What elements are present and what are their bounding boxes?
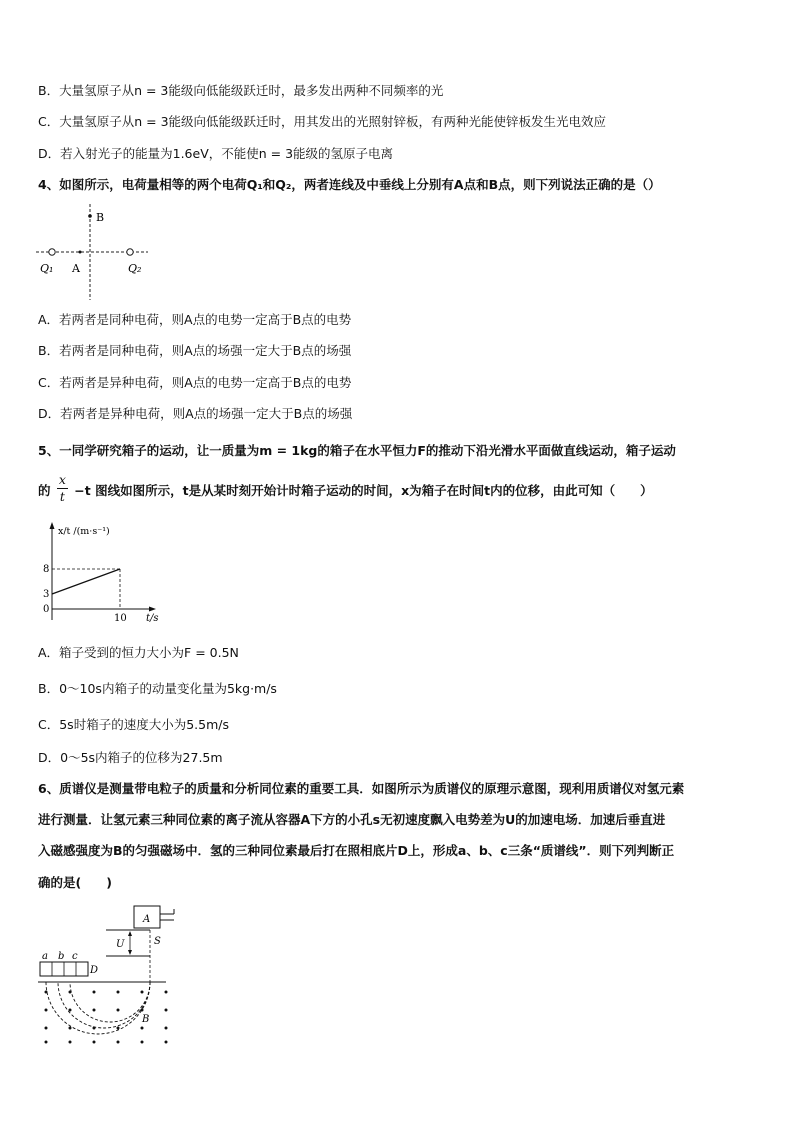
label-u: U — [116, 939, 125, 950]
label-q1: Q₁ — [40, 262, 54, 275]
y-axis-label: x/t /(m·s⁻¹) — [58, 526, 110, 537]
field-dot — [165, 1009, 168, 1012]
field-dot — [117, 1009, 120, 1012]
field-dot — [93, 1041, 96, 1044]
question-5-stem-line1: 5、一同学研究箱子的运动，让一质量为m = 1kg的箱子在水平恒力F的推动下沿光滑水平面做直线运动，箱子运动 — [38, 443, 676, 458]
field-dot — [165, 1041, 168, 1044]
voltage-arrow-up — [128, 931, 132, 936]
field-dot — [117, 1027, 120, 1030]
field-dot — [165, 1027, 168, 1030]
field-dot — [69, 1041, 72, 1044]
label-line-c: c — [72, 951, 78, 962]
point-b — [88, 214, 92, 218]
label-s: S — [154, 936, 161, 947]
question-6-line4: 确的是( ) — [38, 875, 112, 890]
tick-label-8: 8 — [43, 564, 50, 575]
question-6-line1: 6、质谱仪是测量带电粒子的质量和分析同位素的重要工具．如图所示为质谱仪的原理示意图，现利用质谱仪对氢元素 — [38, 781, 685, 796]
field-dot — [45, 1041, 48, 1044]
field-dot — [45, 1027, 48, 1030]
field-dot — [141, 1041, 144, 1044]
label-container-a: A — [143, 914, 151, 925]
x-axis-label: t/s — [146, 613, 159, 624]
label-b: B — [96, 211, 105, 224]
mass-spectrometer-figure — [36, 898, 186, 1046]
question-5-option-b: B．0～10s内箱子的动量变化量为5kg·m/s — [38, 681, 277, 696]
voltage-arrow-down — [128, 950, 132, 955]
stem-suffix: −t 图线如图所示，t是从某时刻开始计时箱子运动的时间，x为箱子在时间t内的位移，由此可知（ ） — [74, 483, 653, 498]
question-5-stem-line2 — [38, 472, 653, 512]
tick-label-0: 0 — [43, 604, 50, 615]
field-dot — [93, 991, 96, 994]
option-c-prev: C．大量氢原子从n = 3能级向低能级跃迁时，用其发出的光照射锌板，有两种光能使锌板发生光电效应 — [38, 114, 607, 129]
field-dot — [69, 991, 72, 994]
charges-figure — [36, 204, 156, 302]
label-field-b: B — [142, 1014, 150, 1025]
container-inlet — [160, 909, 174, 920]
trajectory-a — [46, 982, 150, 1034]
x-axis-arrow — [149, 607, 156, 612]
label-a: A — [72, 262, 80, 275]
field-dot — [93, 1027, 96, 1030]
y-axis-arrow — [50, 522, 55, 529]
charge-q2 — [127, 249, 133, 255]
question-4-option-a: A．若两者是同种电荷，则A点的电势一定高于B点的电势 — [38, 312, 352, 327]
question-4-option-c: C．若两者是异种电荷，则A点的电势一定高于B点的电势 — [38, 375, 352, 390]
question-5-option-c: C．5s时箱子的速度大小为5.5m/s — [38, 717, 229, 732]
field-dot — [165, 991, 168, 994]
field-dot — [45, 991, 48, 994]
question-6-line3: 入磁感强度为B的匀强磁场中．氢的三种同位素最后打在照相底片D上，形成a、b、c三条“质谱线”．则下列判断正 — [38, 843, 675, 858]
field-dot — [141, 1009, 144, 1012]
tick-label-10: 10 — [114, 613, 127, 624]
question-5-option-d: D．0～5s内箱子的位移为27.5m — [38, 750, 223, 765]
field-dot — [141, 1027, 144, 1030]
trajectory-c — [70, 982, 150, 1022]
trajectory-b — [58, 982, 150, 1028]
question-4-option-d: D．若两者是异种电荷，则A点的场强一定大于B点的场强 — [38, 406, 353, 421]
fraction-x-over-t — [57, 472, 68, 505]
field-dot — [69, 1027, 72, 1030]
question-6-line2: 进行测量．让氢元素三种同位素的离子流从容器A下方的小孔s无初速度飘入电势差为U的加速电场．加速后垂直进 — [38, 812, 666, 827]
point-a — [79, 251, 82, 254]
field-dot — [117, 1041, 120, 1044]
field-dot — [117, 991, 120, 994]
tick-label-3: 3 — [43, 589, 50, 600]
label-q2: Q₂ — [128, 262, 142, 275]
charge-q1 — [49, 249, 55, 255]
xt-graph — [34, 520, 164, 630]
fraction-numerator: x — [58, 472, 66, 487]
question-4-stem: 4、如图所示，电荷量相等的两个电荷Q₁和Q₂，两者连线及中垂线上分别有A点和B点，则下列说法正确的是（） — [38, 177, 661, 192]
field-dot — [45, 1009, 48, 1012]
question-5-option-a: A．箱子受到的恒力大小为F = 0.5N — [38, 645, 239, 660]
label-line-b: b — [58, 951, 65, 962]
label-d: D — [90, 965, 99, 976]
data-line — [52, 569, 120, 594]
field-dot — [93, 1009, 96, 1012]
field-dot — [141, 991, 144, 994]
fraction-denominator: t — [59, 489, 65, 504]
label-line-a: a — [42, 951, 48, 962]
option-d-prev: D．若入射光子的能量为1.6eV，不能使n = 3能级的氢原子电离 — [38, 146, 394, 161]
question-4-option-b: B．若两者是同种电荷，则A点的场强一定大于B点的场强 — [38, 343, 352, 358]
option-b-prev: B．大量氢原子从n = 3能级向低能级跃迁时，最多发出两种不同频率的光 — [38, 83, 444, 98]
field-dot — [69, 1009, 72, 1012]
stem-prefix: 的 — [38, 483, 51, 498]
